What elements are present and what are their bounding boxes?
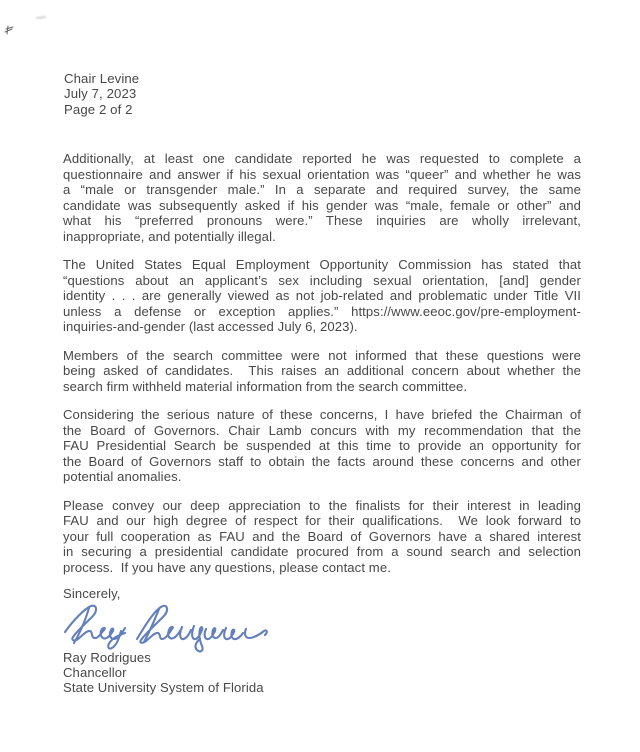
paragraph [63, 257, 581, 335]
paragraph-line: potential anomalies. [63, 469, 182, 484]
paragraph-line: FAU and our high degree of respect for their qualifications. We look forward to [63, 513, 581, 528]
paragraph-line: FAU Presidential Search be suspended at this time to provide an opportunity for [63, 438, 581, 453]
paragraph-line: The United States Equal Employment Opportunity Commission has stated that [63, 257, 581, 272]
paragraph-line: inappropriate, and potentially illegal. [63, 228, 276, 244]
paragraph [63, 498, 581, 576]
paragraph-line: Members of the search committee were not informed that these questions were [63, 347, 581, 363]
recipient-line: Chair Levine [64, 71, 140, 86]
paragraph-line: questionnaire and answer if his sexual orientation was “queer” and whether he was [63, 166, 581, 182]
paragraph [63, 151, 581, 244]
paragraph-line: Please convey our deep appreciation to the finalists for their interest in leading [63, 497, 581, 513]
signature [63, 603, 264, 650]
closing-block [63, 586, 264, 695]
paragraph-line: Considering the serious nature of these concerns, I have briefed the Chairman of [63, 407, 581, 422]
paragraph-line: being asked of candidates. This raises an additional concern about whether the [63, 363, 581, 378]
paragraph-line: candidate was subsequently asked if his gender was “male, female or other” and [63, 197, 581, 213]
paragraph-line: the Board of Governors staff to obtain the facts around these concerns and other [63, 453, 581, 469]
signer-name: Ray Rodrigues [63, 649, 151, 665]
signer-title: Chancellor [63, 664, 127, 680]
paragraph-line: identity . . . are generally viewed as not job-related and problematic under Title VII [63, 288, 581, 303]
paragraph-line: your full cooperation as FAU and the Board of Governors have a shared interest [63, 528, 581, 544]
signature-typed-block [63, 650, 264, 696]
paragraph-line: process. If you have any questions, please contact me. [63, 559, 391, 575]
signature-handwriting-icon [61, 601, 276, 655]
paragraph-line: search firm withheld material information from the search committee. [63, 378, 468, 394]
paragraph [63, 348, 581, 395]
letter-header [64, 71, 139, 117]
letter-body [63, 151, 581, 588]
paragraph-line: Additionally, at least one candidate reported he was requested to complete a [63, 151, 581, 166]
paragraph-line: a “male or transgender male.” In a separate and required survey, the same [63, 182, 581, 197]
paragraph-line: “questions about an applicant’s sex including sexual orientation, [and] gender [63, 272, 581, 288]
paragraph-line: unless a defense or exception applies.” https://www.eeoc.gov/pre-employment- [63, 303, 581, 319]
paragraph-line: inquiries-and-gender (last accessed July 6, 2023). [63, 319, 358, 334]
valediction: Sincerely, [63, 586, 121, 601]
pen-mark-icon [3, 24, 17, 36]
paragraph-line: the Board of Governors. Chair Lamb concurs with my recommendation that the [63, 422, 581, 438]
paragraph [63, 407, 581, 485]
scan-smudge-artifact [36, 15, 46, 19]
paragraph-line: what his “preferred pronouns were.” These inquiries are wholly irrelevant, [63, 213, 581, 228]
signer-org: State University System of Florida [63, 679, 264, 695]
page-number-line: Page 2 of 2 [64, 101, 133, 117]
paragraph-line: in securing a presidential candidate procured from a sound search and selection [63, 544, 581, 559]
date-line: July 7, 2023 [64, 86, 137, 102]
